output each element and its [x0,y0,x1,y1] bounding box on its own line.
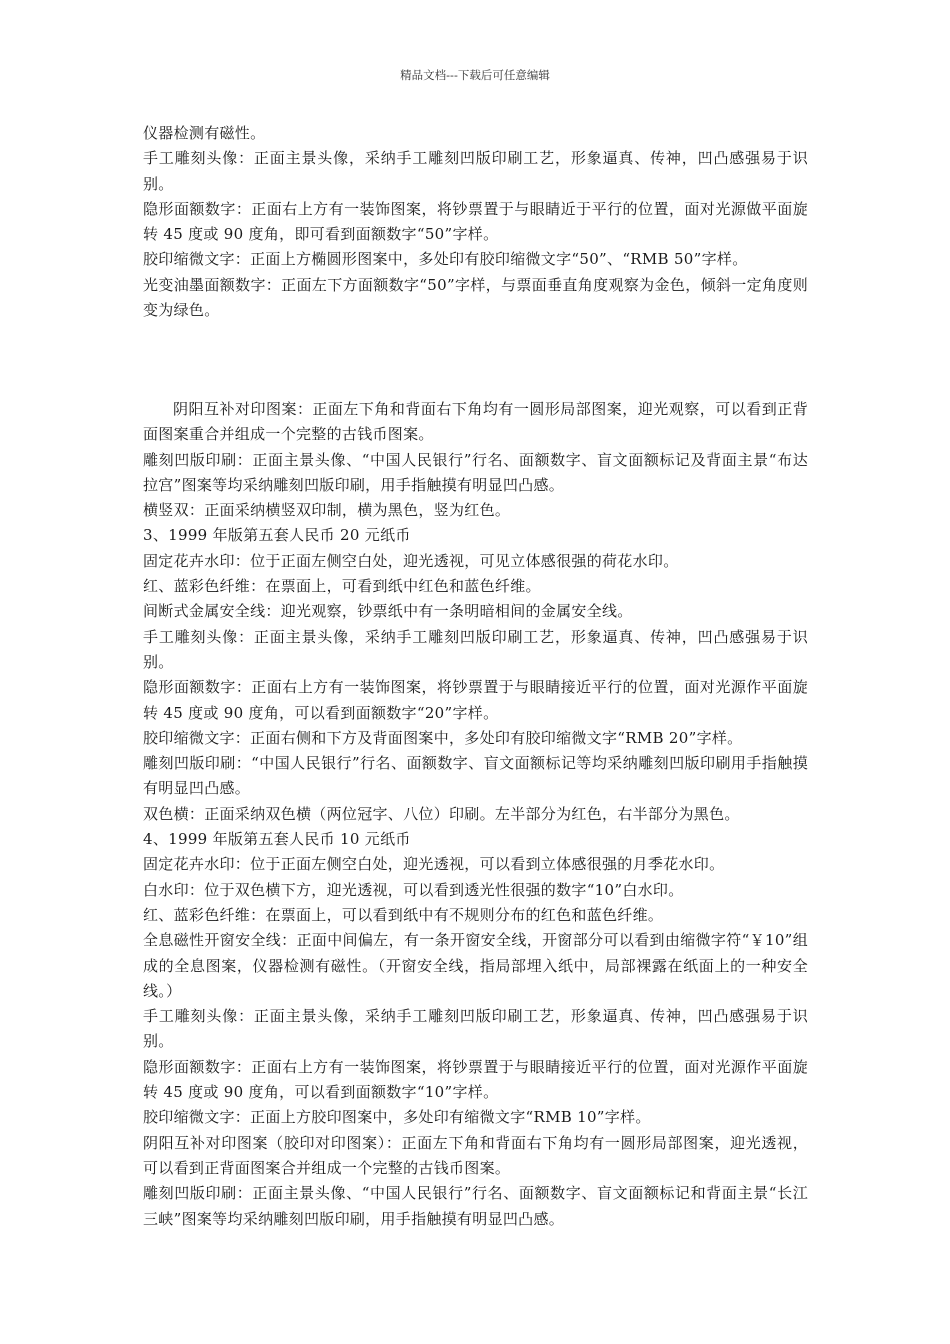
paragraph: 隐形面额数字：正面右上方有一装饰图案，将钞票置于与眼睛接近平行的位置，面对光源作平面旋转 45 度或 90 度角，可以看到面额数字“10”字样。 [143,1057,808,1102]
section-heading: 3、1999 年版第五套人民币 20 元纸币 [143,526,411,545]
paragraph: 光变油墨面额数字：正面左下方面额数字“50”字样，与票面垂直角度观察为金色，倾斜一定角度则变为绿色。 [143,275,808,320]
paragraph: 隐形面额数字：正面右上方有一装饰图案，将钞票置于与眼睛接近平行的位置，面对光源作平面旋转 45 度或 90 度角，可以看到面额数字“20”字样。 [143,678,808,722]
paragraph: 胶印缩微文字：正面右侧和下方及背面图案中，多处印有胶印缩微文字“RMB 20”字样。 [143,728,743,747]
paragraph: 胶印缩微文字：正面上方椭圆形图案中，多处印有胶印缩微文字“50”、“RMB 50”字样。 [143,250,748,269]
paragraph: 固定花卉水印：位于正面左侧空白处，迎光透视，可以看到立体感很强的月季花水印。 [143,855,725,874]
paragraph: 红、蓝彩色纤维：在票面上，可看到纸中红色和蓝色纤维。 [143,577,541,596]
paragraph: 双色横：正面采纳双色横（两位冠字、八位）印刷。左半部分为红色，右半部分为黑色。 [143,804,740,823]
paragraph: 阴阳互补对印图案：正面左下角和背面右下角均有一圆形局部图案，迎光观察，可以看到正背面图案重合并组成一个完整的古钱币图案。 [143,400,808,444]
paragraph: 白水印：位于双色横下方，迎光透视，可以看到透光性很强的数字“10”白水印。 [143,880,684,899]
paragraph: 雕刻凹版印刷：“中国人民银行”行名、面额数字、盲文面额标记等均采纳雕刻凹版印刷用手指触摸有明显凹凸感。 [143,754,808,798]
section-heading: 4、1999 年版第五套人民币 10 元纸币 [143,830,411,849]
paragraph: 固定花卉水印：位于正面左侧空白处，迎光透视，可见立体感很强的荷花水印。 [143,551,679,570]
paragraph: 红、蓝彩色纤维：在票面上，可以看到纸中有不规则分布的红色和蓝色纤维。 [143,905,664,924]
paragraph: 隐形面额数字：正面右上方有一装饰图案，将钞票置于与眼睛近于平行的位置，面对光源做平面旋转 45 度或 90 度角，即可看到面额数字“50”字样。 [143,199,808,244]
paragraph: 雕刻凹版印刷：正面主景头像、“中国人民银行”行名、面额数字、盲文面额标记和背面主景“长江三峡”图案等均采纳雕刻凹版印刷，用手指触摸有明显凹凸感。 [143,1184,808,1228]
text-block-main [143,397,808,1232]
paragraph: 手工雕刻头像：正面主景头像，采纳手工雕刻凹版印刷工艺，形象逼真、传神，凹凸感强易于识别。 [143,149,808,193]
paragraph: 雕刻凹版印刷：正面主景头像、“中国人民银行”行名、面额数字、盲文面额标记及背面主景“布达拉宫”图案等均采纳雕刻凹版印刷，用手指触摸有明显凹凸感。 [143,450,808,494]
paragraph: 仪器检测有磁性。 [143,124,266,142]
page-header: 精品文档---下载后可任意编辑 [400,68,550,82]
text-block-top [143,121,808,323]
paragraph: 阴阳互补对印图案（胶印对印图案）：正面左下角和背面右下角均有一圆形局部图案，迎光透视，可以看到正背面图案合并组成一个完整的古钱币图案。 [143,1133,808,1177]
paragraph: 横竖双：正面采纳横竖双印制，横为黑色，竖为红色。 [143,501,511,520]
paragraph: 手工雕刻头像：正面主景头像，采纳手工雕刻凹版印刷工艺，形象逼真、传神，凹凸感强易于识别。 [143,627,808,671]
paragraph: 胶印缩微文字：正面上方胶印图案中，多处印有缩微文字“RMB 10”字样。 [143,1108,651,1127]
paragraph: 全息磁性开窗安全线：正面中间偏左，有一条开窗安全线，开窗部分可以看到由缩微字符“￥10”组成的全息图案，仪器检测有磁性。（开窗安全线，指局部埋入纸中，局部裸露在纸面上的一种安全线。） [143,931,808,1000]
paragraph: 手工雕刻头像：正面主景头像，采纳手工雕刻凹版印刷工艺，形象逼真、传神，凹凸感强易于识别。 [143,1007,808,1051]
paragraph: 间断式金属安全线：迎光观察，钞票纸中有一条明暗相间的金属安全线。 [143,602,633,621]
